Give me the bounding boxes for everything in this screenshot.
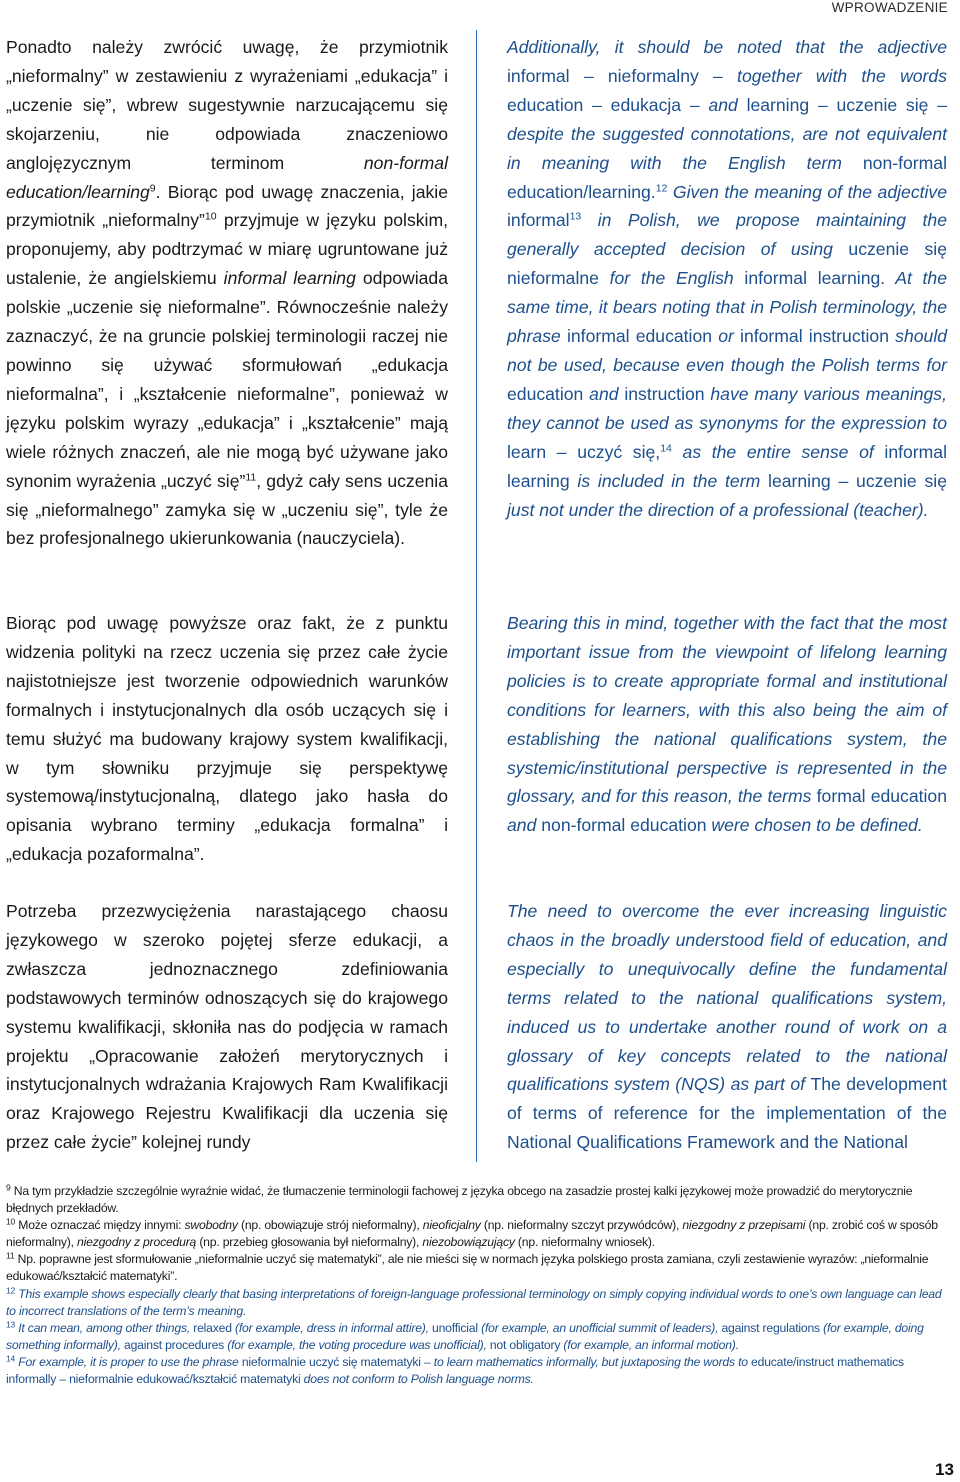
- text-span: . Biorąc pod uwagę znaczenia, jakie przymiotnik „nieformalny”: [6, 181, 448, 231]
- term-span: informal learning: [507, 441, 947, 491]
- text-span-italic: for the English: [598, 268, 745, 289]
- footnote-9: [6, 1183, 946, 1217]
- footnote-text-italic: (for example, an informal motion).: [560, 1337, 739, 1352]
- footnote-term: against regulations: [721, 1320, 820, 1335]
- term-span: learning: [746, 94, 810, 115]
- footnote-12: [6, 1286, 946, 1320]
- footnote-text: Może oznaczać między innymi:: [15, 1218, 185, 1233]
- term-span: instruction: [624, 383, 705, 404]
- text-span-italic: have many various meanings, they cannot be used as synonyms for the expression to: [507, 383, 947, 433]
- term-span: informal: [507, 65, 570, 86]
- footnote-term: against procedures: [124, 1337, 225, 1352]
- text-span-italic: in Polish, we propose maintaining the generally accepted decision of using: [507, 210, 947, 260]
- text-span-italic: – together with the words: [698, 65, 947, 86]
- text-span: Ponadto należy zwrócić uwagę, że przymiotnik „nieformalny” w zestawieniu z wyrażeniami „edukacja” i „uczenie się”, wbrew sugestywnie narzucającemu się skojarzeniu, nie odpowiada znaczeniowo anglojęzycznym terminom: [6, 37, 448, 173]
- term-span: learn – uczyć się,: [507, 441, 661, 462]
- footnote-text: (np. obowiązuje strój nieformalny),: [237, 1218, 423, 1233]
- term-span: uczenie się nieformalne: [507, 239, 947, 289]
- footnote-ref-12[interactable]: 12: [655, 182, 668, 195]
- footnote-text: (np. nieformalny szczyt przywódców),: [480, 1218, 683, 1233]
- text-span-italic: is included in the term: [569, 470, 769, 491]
- term-span: informal education: [566, 326, 713, 347]
- text-span-italic: as the entire sense of: [671, 441, 885, 462]
- term-span: edukacja: [610, 94, 682, 115]
- footnote-text: (np. nieformalny wniosek).: [514, 1235, 655, 1250]
- footnote-text: (np. przebieg głosowania był nieformalny),: [196, 1235, 423, 1250]
- text-span-italic: –: [809, 94, 837, 115]
- term-span: informal instruction: [740, 326, 889, 347]
- text-span-italic: or: [712, 326, 741, 347]
- term-span: non-formal education/learning.: [507, 152, 947, 202]
- polish-paragraph-2: Biorąc pod uwagę powyższe oraz fakt, że z punktu widzenia polityki na rzecz uczenia się przez całe życie najistotniejsze jest tworzenie odpowiednich warunków formalnych i instytucjonalnych dla osób uczących się i temu służyć ma budowany krajowy system kwalifikacji, w tym słowniku przyjmuje się perspektywę systemową/instytucjonalną, dlatego jako hasła do opisania wybrano terminy „edukacja formalna” i „edukacja pozaformalna”.: [6, 613, 448, 865]
- footnote-ref-10[interactable]: 10: [204, 210, 217, 223]
- footnote-text-italic: does not conform to Polish language norms.: [300, 1372, 534, 1387]
- footnote-text-italic: This example shows especially clearly that basing interpretations of foreign-language professional terminology on simply copying individual words to one’s own language can lead to incorrect translations of the term’s meaning.: [6, 1286, 942, 1318]
- text-span-italic: At the same time, it bears noting that in Polish terminology, the phrase: [507, 268, 948, 347]
- footnote-text-italic: For example, it is proper to use the phrase: [15, 1354, 242, 1369]
- footnote-number: 10: [6, 1216, 16, 1227]
- footnote-term: nieformalnie uczyć się matematyki: [241, 1354, 421, 1369]
- footnote-text-italic: swobodny: [184, 1218, 238, 1233]
- page-number: 13: [935, 1460, 954, 1479]
- footnote-11: [6, 1251, 946, 1285]
- column-divider: [476, 30, 477, 1162]
- footnote-14: [6, 1354, 946, 1388]
- footnote-text-italic: niezobowiązujący: [422, 1235, 515, 1250]
- text-span-italic: informal learning: [223, 268, 356, 289]
- text-span-italic: Additionally, it should be noted that the adjective: [507, 37, 947, 57]
- footnote-term: educate/instruct mathematics informally – nieformalnie edukować/kształcić matematyki: [6, 1354, 904, 1387]
- text-span-italic: The need to overcome the ever increasing linguistic chaos in the broadly understood field of education, and especially to unequivocally define the fundamental terms related to the national qualifications system, induced us to undertake another round of work on a glossary of key concepts related to the national qualifications system (NQS) as part of: [507, 901, 947, 1095]
- polish-paragraph-1: [6, 33, 448, 553]
- footnote-text-italic: – to learn mathematics informally, but juxtaposing the words to: [420, 1354, 752, 1369]
- text-span-italic: and: [507, 815, 542, 836]
- footnote-13: [6, 1320, 946, 1354]
- footnote-number: 12: [6, 1284, 16, 1295]
- text-span-italic: were chosen to be defined.: [706, 815, 923, 836]
- text-span: odpowiada polskie „uczenie się nieformalne”. Równocześnie należy zaznaczyć, że na gruncie polskiej terminologii raczej nie powinno się używać sformułowań „edukacja nieformalna”, i „kształcenie nieformalne”, ponieważ w języku polskim wyrazy „edukacja” i „kształcenie” mają wiele różnych znaczeń, ale nie mogą być używane jako synonim wyrażenia „uczyć się”: [6, 268, 448, 491]
- footnote-text-italic: It can mean, among other things,: [15, 1320, 194, 1335]
- term-span: nieformalny: [607, 65, 699, 86]
- footnote-10: [6, 1217, 946, 1251]
- term-span: education: [507, 94, 584, 115]
- footnote-term: not obligatory: [489, 1337, 561, 1352]
- footnote-term: unofficial: [432, 1320, 478, 1335]
- text-span-italic: Bearing this in mind, together with the fact that the most important issue from the viewpoint of lifelong learning policies is to create appropriate formal and institutional conditions for learners, with this also being the aim of establishing the national qualifications system, the systemic/institutional perspective is represented in the glossary, and for this reason, the terms: [507, 613, 947, 807]
- text-span-italic: just not under the direction of a professional (teacher).: [507, 499, 929, 520]
- footnote-ref-9[interactable]: 9: [149, 182, 156, 195]
- footnotes: [6, 1183, 946, 1388]
- text-span-italic: – despite the suggested connotations, are not equivalent in meaning with the English term: [507, 94, 947, 173]
- footnote-text-italic: niezgodny z przepisami: [682, 1218, 806, 1233]
- text-span-italic: –: [569, 65, 608, 86]
- footnote-ref-11[interactable]: 11: [245, 471, 257, 484]
- text-span-italic: Given the meaning of the adjective: [667, 181, 947, 202]
- footnote-ref-14[interactable]: 14: [660, 442, 672, 455]
- footnote-term: relaxed: [193, 1320, 232, 1335]
- footnote-text-italic: (for example, doing something informally),: [6, 1320, 924, 1352]
- term-span: informal learning.: [744, 268, 886, 289]
- footnote-ref-13[interactable]: 13: [569, 210, 582, 223]
- footnote-text: Na tym przykładzie szczególnie wyraźnie widać, że tłumaczenie terminologii fachowej z języka obcego na zasadzie prostej kalki językowej może prowadzić do merytorycznie błędnych przekładów.: [6, 1184, 913, 1216]
- text-span-italic: – and: [681, 94, 747, 115]
- polish-paragraph-3: Potrzeba przezwyciężenia narastającego chaosu językowego w szeroko pojętej sferze edukacji, a zwłaszcza jednoznacznego zdefiniowania podstawowych terminów odnoszących się do krajowego systemu kwalifikacji, skłoniła nas do podjęcia w ramach projektu „Opracowanie założeń merytorycznych i instytucjonalnych wdrażania Krajowych Ram Kwalifikacji oraz Krajowego Rejestru Kwalifikacji dla uczenia się przez całe życie” kolejnej rundy: [6, 901, 448, 1153]
- term-span: The development of terms of reference for the implementation of the National Qualifications Framework and the National: [507, 1074, 947, 1153]
- term-span: formal education: [816, 786, 948, 807]
- footnote-text-italic: (for example, dress in informal attire),: [231, 1320, 433, 1335]
- footnote-number: 13: [6, 1319, 16, 1330]
- english-paragraph-1: [507, 33, 947, 524]
- footnote-number: 14: [6, 1353, 16, 1364]
- term-span: non-formal education: [541, 815, 707, 836]
- footnote-text-italic: (for example, an unofficial summit of leaders),: [477, 1320, 722, 1335]
- term-span: uczenie się: [836, 94, 929, 115]
- footnote-number: 9: [6, 1182, 11, 1193]
- footnote-text-italic: (for example, the voting procedure was unofficial),: [224, 1337, 490, 1352]
- footnote-number: 11: [6, 1250, 15, 1261]
- text-span: przyjmuje w języku polskim, proponujemy, aby podtrzymać w miarę ugruntowane już ustalenie, że angielskiemu: [6, 210, 448, 289]
- english-paragraph-3: [507, 897, 947, 1157]
- text-span-italic: should not be used, because even though the Polish terms for: [507, 326, 948, 375]
- english-paragraph-2: [507, 609, 947, 840]
- footnote-text-italic: nieoficjalny: [422, 1218, 481, 1233]
- text-span: , gdyż cały sens uczenia się „nieformalnego” zamyka się w „uczeniu się”, tyle że bez profesjonalnego ukierunkowania (nauczyciela).: [6, 470, 448, 549]
- text-span-italic: and: [583, 383, 625, 404]
- term-span: informal: [507, 210, 570, 231]
- footnote-text: Np. poprawne jest sformułowanie „nieformalnie uczyć się matematyki”, ale nie mieści się w normach języka polskiego prosta zamiana, czyli zestawienie wyrazów: „nieformalnie edukować/kształcić matematyki”.: [6, 1252, 929, 1284]
- text-span-italic: –: [583, 94, 611, 115]
- section-header: WPROWADZENIE: [831, 0, 948, 15]
- term-span: education: [507, 383, 584, 404]
- footnote-text: (np. zrobić coś w sposób nieformalny),: [6, 1218, 938, 1250]
- text-span-italic: non-formal education/learning: [6, 152, 448, 202]
- term-span: learning – uczenie się: [768, 470, 947, 491]
- footnote-text-italic: niezgodny z procedurą: [77, 1235, 197, 1250]
